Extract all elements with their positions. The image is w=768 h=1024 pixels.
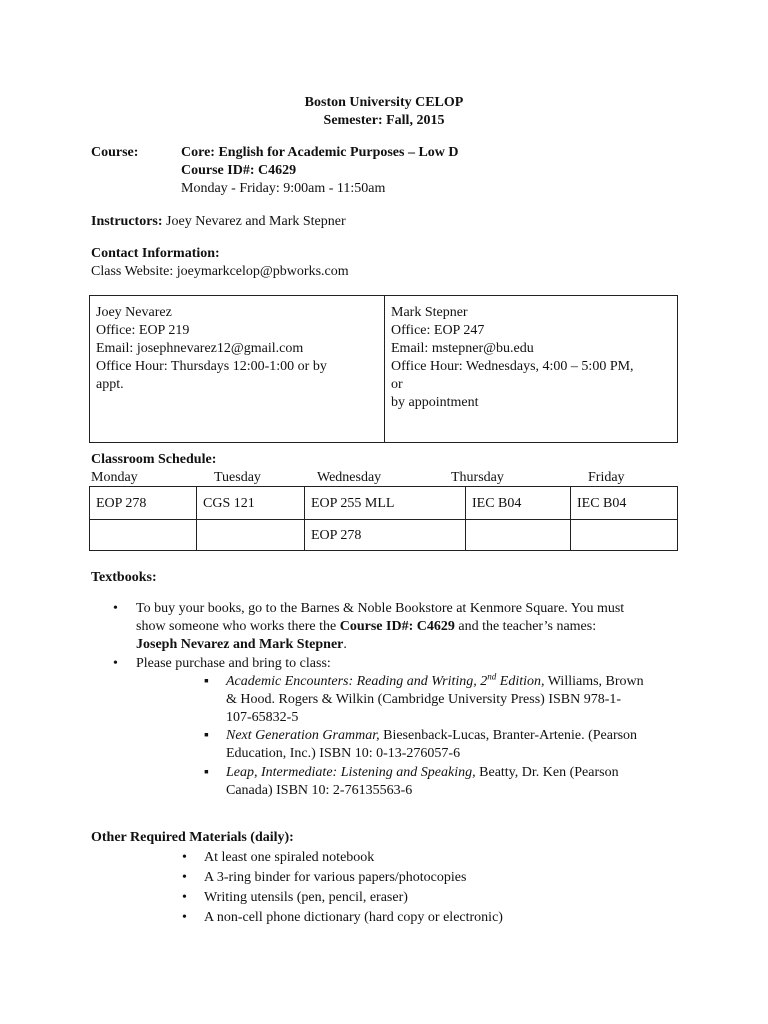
document-title: Boston University CELOP	[304, 95, 464, 110]
schedule-heading: Classroom Schedule:	[91, 452, 217, 467]
joey-office-hour-cont: appt.	[96, 377, 124, 392]
bullet-icon: •	[113, 601, 118, 616]
book2-title: Next Generation Grammar,	[226, 728, 380, 743]
day-tuesday: Tuesday	[214, 470, 261, 485]
instructors-names: Joey Nevarez and Mark Stepner	[166, 214, 346, 229]
day-thursday: Thursday	[451, 470, 504, 485]
schedule-cell	[197, 520, 305, 551]
course-label: Course:	[91, 145, 139, 160]
schedule-cell	[466, 520, 571, 551]
instructors-label: Instructors:	[91, 214, 163, 229]
textbooks-instruction-line2	[136, 618, 596, 636]
joey-email: Email: josephnevarez12@gmail.com	[96, 341, 304, 356]
square-bullet-icon: ▪	[204, 728, 209, 743]
joey-name: Joey Nevarez	[96, 305, 172, 320]
book3-title: Leap, Intermediate: Listening and Speaking,	[226, 765, 476, 780]
schedule-table	[89, 486, 678, 551]
mark-email: Email: mstepner@bu.edu	[391, 341, 534, 356]
schedule-cell: EOP 255 MLL	[305, 487, 466, 520]
semester: Semester: Fall, 2015	[323, 113, 445, 128]
instructors-line	[91, 213, 346, 231]
course-time: Monday - Friday: 9:00am - 11:50am	[181, 181, 386, 196]
bullet-icon: •	[113, 656, 118, 671]
mark-office: Office: EOP 247	[391, 323, 485, 338]
bullet-icon: •	[182, 850, 187, 865]
schedule-cell: CGS 121	[197, 487, 305, 520]
contact-cell-joey	[90, 296, 385, 443]
book1-sup: nd	[487, 671, 497, 682]
contact-table	[89, 295, 678, 443]
book2-line2: Education, Inc.) ISBN 10: 0-13-276057-6	[226, 746, 461, 761]
schedule-cell: IEC B04	[571, 487, 678, 520]
joey-office: Office: EOP 219	[96, 323, 190, 338]
book1-title: Academic Encounters: Reading and Writing, 2	[226, 674, 488, 689]
bullet-icon: •	[182, 910, 187, 925]
schedule-cell	[90, 520, 197, 551]
schedule-cell	[571, 520, 678, 551]
materials-heading: Other Required Materials (daily):	[91, 830, 294, 845]
textbooks-instruction-line1: To buy your books, go to the Barnes & Noble Bookstore at Kenmore Square. You must	[136, 601, 625, 616]
course-id-emphasis: Course ID#: C4629	[339, 619, 455, 634]
square-bullet-icon: ▪	[204, 765, 209, 780]
schedule-cell: IEC B04	[466, 487, 571, 520]
square-bullet-icon: ▪	[204, 674, 209, 689]
list-item: Writing utensils (pen, pencil, eraser)	[204, 890, 408, 905]
course-id: Course ID#: C4629	[181, 163, 297, 178]
purchase-instruction: Please purchase and bring to class:	[136, 656, 331, 671]
contact-cell-mark	[385, 296, 678, 443]
book3-line2: Canada) ISBN 10: 2-76135563-6	[226, 783, 413, 798]
mark-office-hour-appt: by appointment	[391, 395, 479, 410]
book1-line2: & Hood. Rogers & Wilkin (Cambridge University Press) ISBN 978-1-	[226, 692, 622, 707]
schedule-row	[90, 487, 678, 520]
course-name: Core: English for Academic Purposes – Low D	[181, 145, 459, 160]
bullet-icon: •	[182, 890, 187, 905]
book2-authors: Biesenback-Lucas, Branter-Artenie. (Pearson	[379, 728, 638, 743]
text-run: and the teacher’s names:	[454, 619, 597, 634]
book3-authors: Beatty, Dr. Ken (Pearson	[475, 765, 619, 780]
mark-name: Mark Stepner	[391, 305, 468, 320]
textbooks-instruction-line3	[136, 636, 347, 654]
list-item: At least one spiraled notebook	[204, 850, 375, 865]
day-wednesday: Wednesday	[317, 470, 382, 485]
class-website: Class Website: joeymarkcelop@pbworks.com	[91, 264, 349, 279]
text-run: show someone who works there the	[136, 619, 340, 634]
teacher-names-emphasis: Joseph Nevarez and Mark Stepner	[136, 637, 344, 652]
day-friday: Friday	[588, 470, 625, 485]
book2-line1	[226, 727, 637, 745]
list-item: A 3-ring binder for various papers/photocopies	[204, 870, 467, 885]
book1-line3: 107-65832-5	[226, 710, 299, 725]
bullet-icon: •	[182, 870, 187, 885]
book1-edition: Edition,	[496, 674, 545, 689]
book1-authors: Williams, Brown	[544, 674, 644, 689]
day-monday: Monday	[91, 470, 138, 485]
textbooks-heading: Textbooks:	[91, 570, 157, 585]
schedule-cell: EOP 278	[90, 487, 197, 520]
mark-office-hour: Office Hour: Wednesdays, 4:00 – 5:00 PM,	[391, 359, 634, 374]
list-item: A non-cell phone dictionary (hard copy or electronic)	[204, 910, 503, 925]
schedule-row	[90, 520, 678, 551]
text-run: .	[343, 637, 347, 652]
schedule-cell: EOP 278	[305, 520, 466, 551]
contact-heading: Contact Information:	[91, 246, 220, 261]
book1-line1	[226, 673, 644, 691]
book3-line1	[226, 764, 619, 782]
joey-office-hour: Office Hour: Thursdays 12:00-1:00 or by	[96, 359, 327, 374]
mark-office-hour-cont: or	[391, 377, 403, 392]
